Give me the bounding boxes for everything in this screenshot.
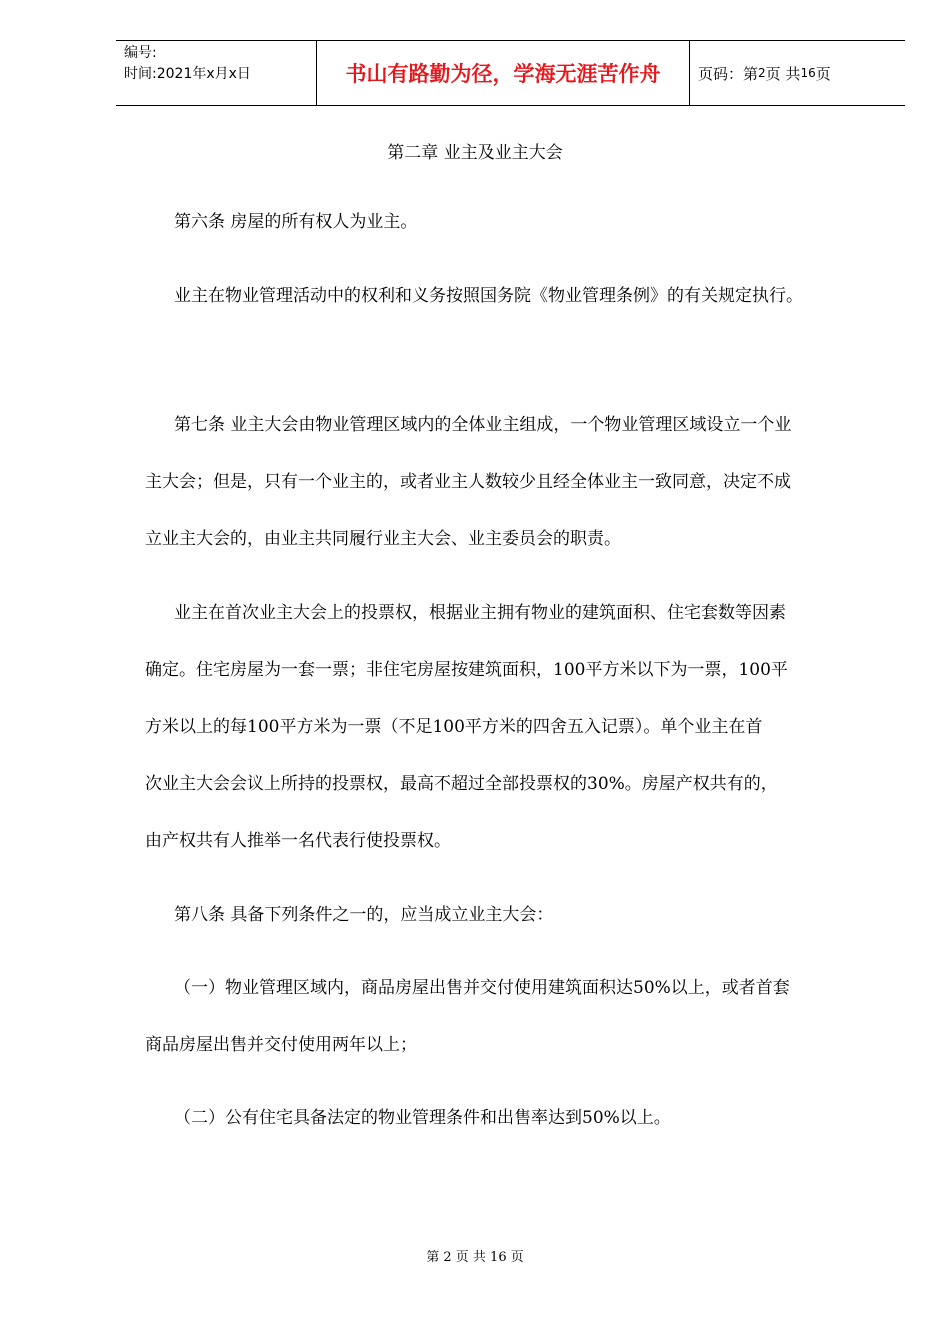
paragraph-rights	[145, 268, 885, 325]
page-header	[116, 40, 905, 106]
text-line: 确定。住宅房屋为一套一票；非住宅房屋按建筑面积，100平方米以下为一票，100平	[145, 660, 788, 680]
text-line: （二）公有住宅具备法定的物业管理条件和出售率达到50%以上。	[174, 1108, 671, 1128]
text-line: 业主在首次业主大会上的投票权，根据业主拥有物业的建筑面积、住宅套数等因素	[174, 603, 786, 623]
paragraph-article-6	[145, 194, 885, 251]
paragraph-article-8	[145, 887, 885, 944]
page-footer: 第 2 页 共 16 页	[426, 1250, 524, 1265]
header-page-info	[690, 41, 905, 105]
text-line: 次业主大会会议上所持的投票权，最高不超过全部投票权的30%。房屋产权共有的，	[145, 774, 778, 794]
page-number: 2	[758, 66, 766, 80]
text-line: 第七条 业主大会由物业管理区域内的全体业主组成，一个物业管理区域设立一个业	[174, 415, 792, 435]
paragraph-voting	[145, 585, 885, 870]
text-line: 第六条 房屋的所有权人为业主。	[174, 212, 418, 232]
paragraph-article-7	[145, 397, 885, 568]
number-label: 编号:	[124, 45, 157, 61]
page-prefix: 页码：第	[698, 64, 759, 83]
page-total: 16	[800, 66, 816, 80]
text-line: 主大会；但是，只有一个业主的，或者业主人数较少且经全体业主一致同意，决定不成	[145, 472, 791, 492]
text-line: （一）物业管理区域内，商品房屋出售并交付使用建筑面积达50%以上，或者首套	[174, 978, 790, 998]
page-suffix: 页	[815, 64, 831, 83]
text-line: 业主在物业管理活动中的权利和义务按照国务院《物业管理条例》的有关规定执行。	[174, 286, 803, 306]
time-label: 时间:2021年x月x日	[124, 66, 251, 82]
text-line: 立业主大会的，由业主共同履行业主大会、业主委员会的职责。	[145, 529, 621, 549]
paragraph-condition-1	[145, 960, 885, 1074]
page-mid: 页 共	[765, 64, 801, 83]
text-line: 商品房屋出售并交付使用两年以上；	[145, 1035, 417, 1055]
chapter-title: 第二章 业主及业主大会	[387, 143, 563, 163]
text-line: 由产权共有人推举一名代表行使投票权。	[145, 831, 451, 851]
header-motto: 书山有路勤为径，学海无涯苦作舟	[316, 41, 690, 105]
paragraph-condition-2	[145, 1090, 885, 1147]
text-line: 方米以上的每100平方米为一票（不足100平方米的四舍五入记票）。单个业主在首	[145, 717, 763, 737]
header-meta	[116, 41, 316, 105]
text-line: 第八条 具备下列条件之一的，应当成立业主大会：	[174, 905, 554, 925]
